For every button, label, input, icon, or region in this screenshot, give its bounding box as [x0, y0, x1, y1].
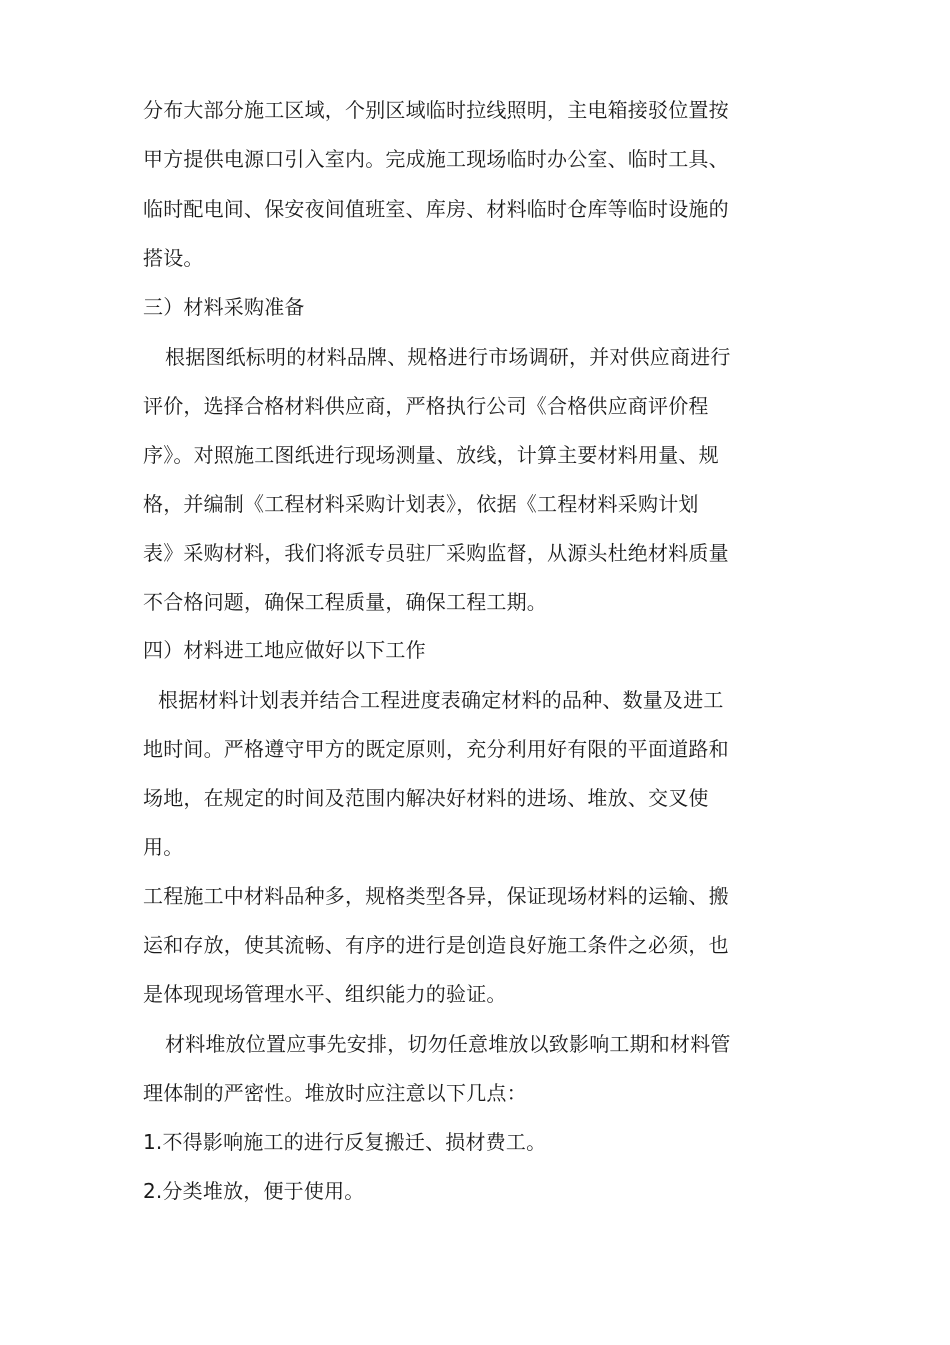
text-line: 材料堆放位置应事先安排，切勿任意堆放以致影响工期和材料管 [165, 1032, 731, 1056]
text-line: 根据图纸标明的材料品牌、规格进行市场调研，并对供应商进行 [165, 345, 731, 369]
text-line: 是体现现场管理水平、组织能力的验证。 [143, 982, 507, 1006]
text-line: 表》采购材料，我们将派专员驻厂采购监督，从源头杜绝材料质量 [143, 541, 729, 565]
section-heading: 四）材料进工地应做好以下工作 [143, 638, 426, 662]
text-line: 场地，在规定的时间及范围内解决好材料的进场、堆放、交叉使 [143, 786, 709, 810]
text-line: 甲方提供电源口引入室内。完成施工现场临时办公室、临时工具、 [143, 147, 729, 171]
list-item: 2.分类堆放，便于使用。 [143, 1179, 365, 1203]
text-line: 根据材料计划表并结合工程进度表确定材料的品种、数量及进工 [158, 688, 724, 712]
text-line: 临时配电间、保安夜间值班室、库房、材料临时仓库等临时设施的 [143, 197, 729, 221]
text-line: 评价，选择合格材料供应商，严格执行公司《合格供应商评价程 [143, 394, 709, 418]
text-line: 理体制的严密性。堆放时应注意以下几点： [143, 1081, 527, 1105]
text-line: 搭设。 [143, 246, 204, 270]
text-line: 分布大部分施工区域，个别区域临时拉线照明，主电箱接驳位置按 [143, 98, 729, 122]
text-line: 序》。对照施工图纸进行现场测量、放线，计算主要材料用量、规 [143, 443, 719, 467]
text-line: 不合格问题，确保工程质量，确保工程工期。 [143, 590, 547, 614]
text-line: 用。 [143, 835, 184, 859]
section-heading: 三）材料采购准备 [143, 295, 305, 319]
text-line: 地时间。严格遵守甲方的既定原则，充分利用好有限的平面道路和 [143, 737, 729, 761]
text-line: 运和存放，使其流畅、有序的进行是创造良好施工条件之必须，也 [143, 933, 729, 957]
text-line: 格，并编制《工程材料采购计划表》，依据《工程材料采购计划 [143, 492, 699, 516]
list-item: 1.不得影响施工的进行反复搬迁、损材费工。 [143, 1130, 547, 1154]
text-line: 工程施工中材料品种多，规格类型各异，保证现场材料的运输、搬 [143, 884, 729, 908]
